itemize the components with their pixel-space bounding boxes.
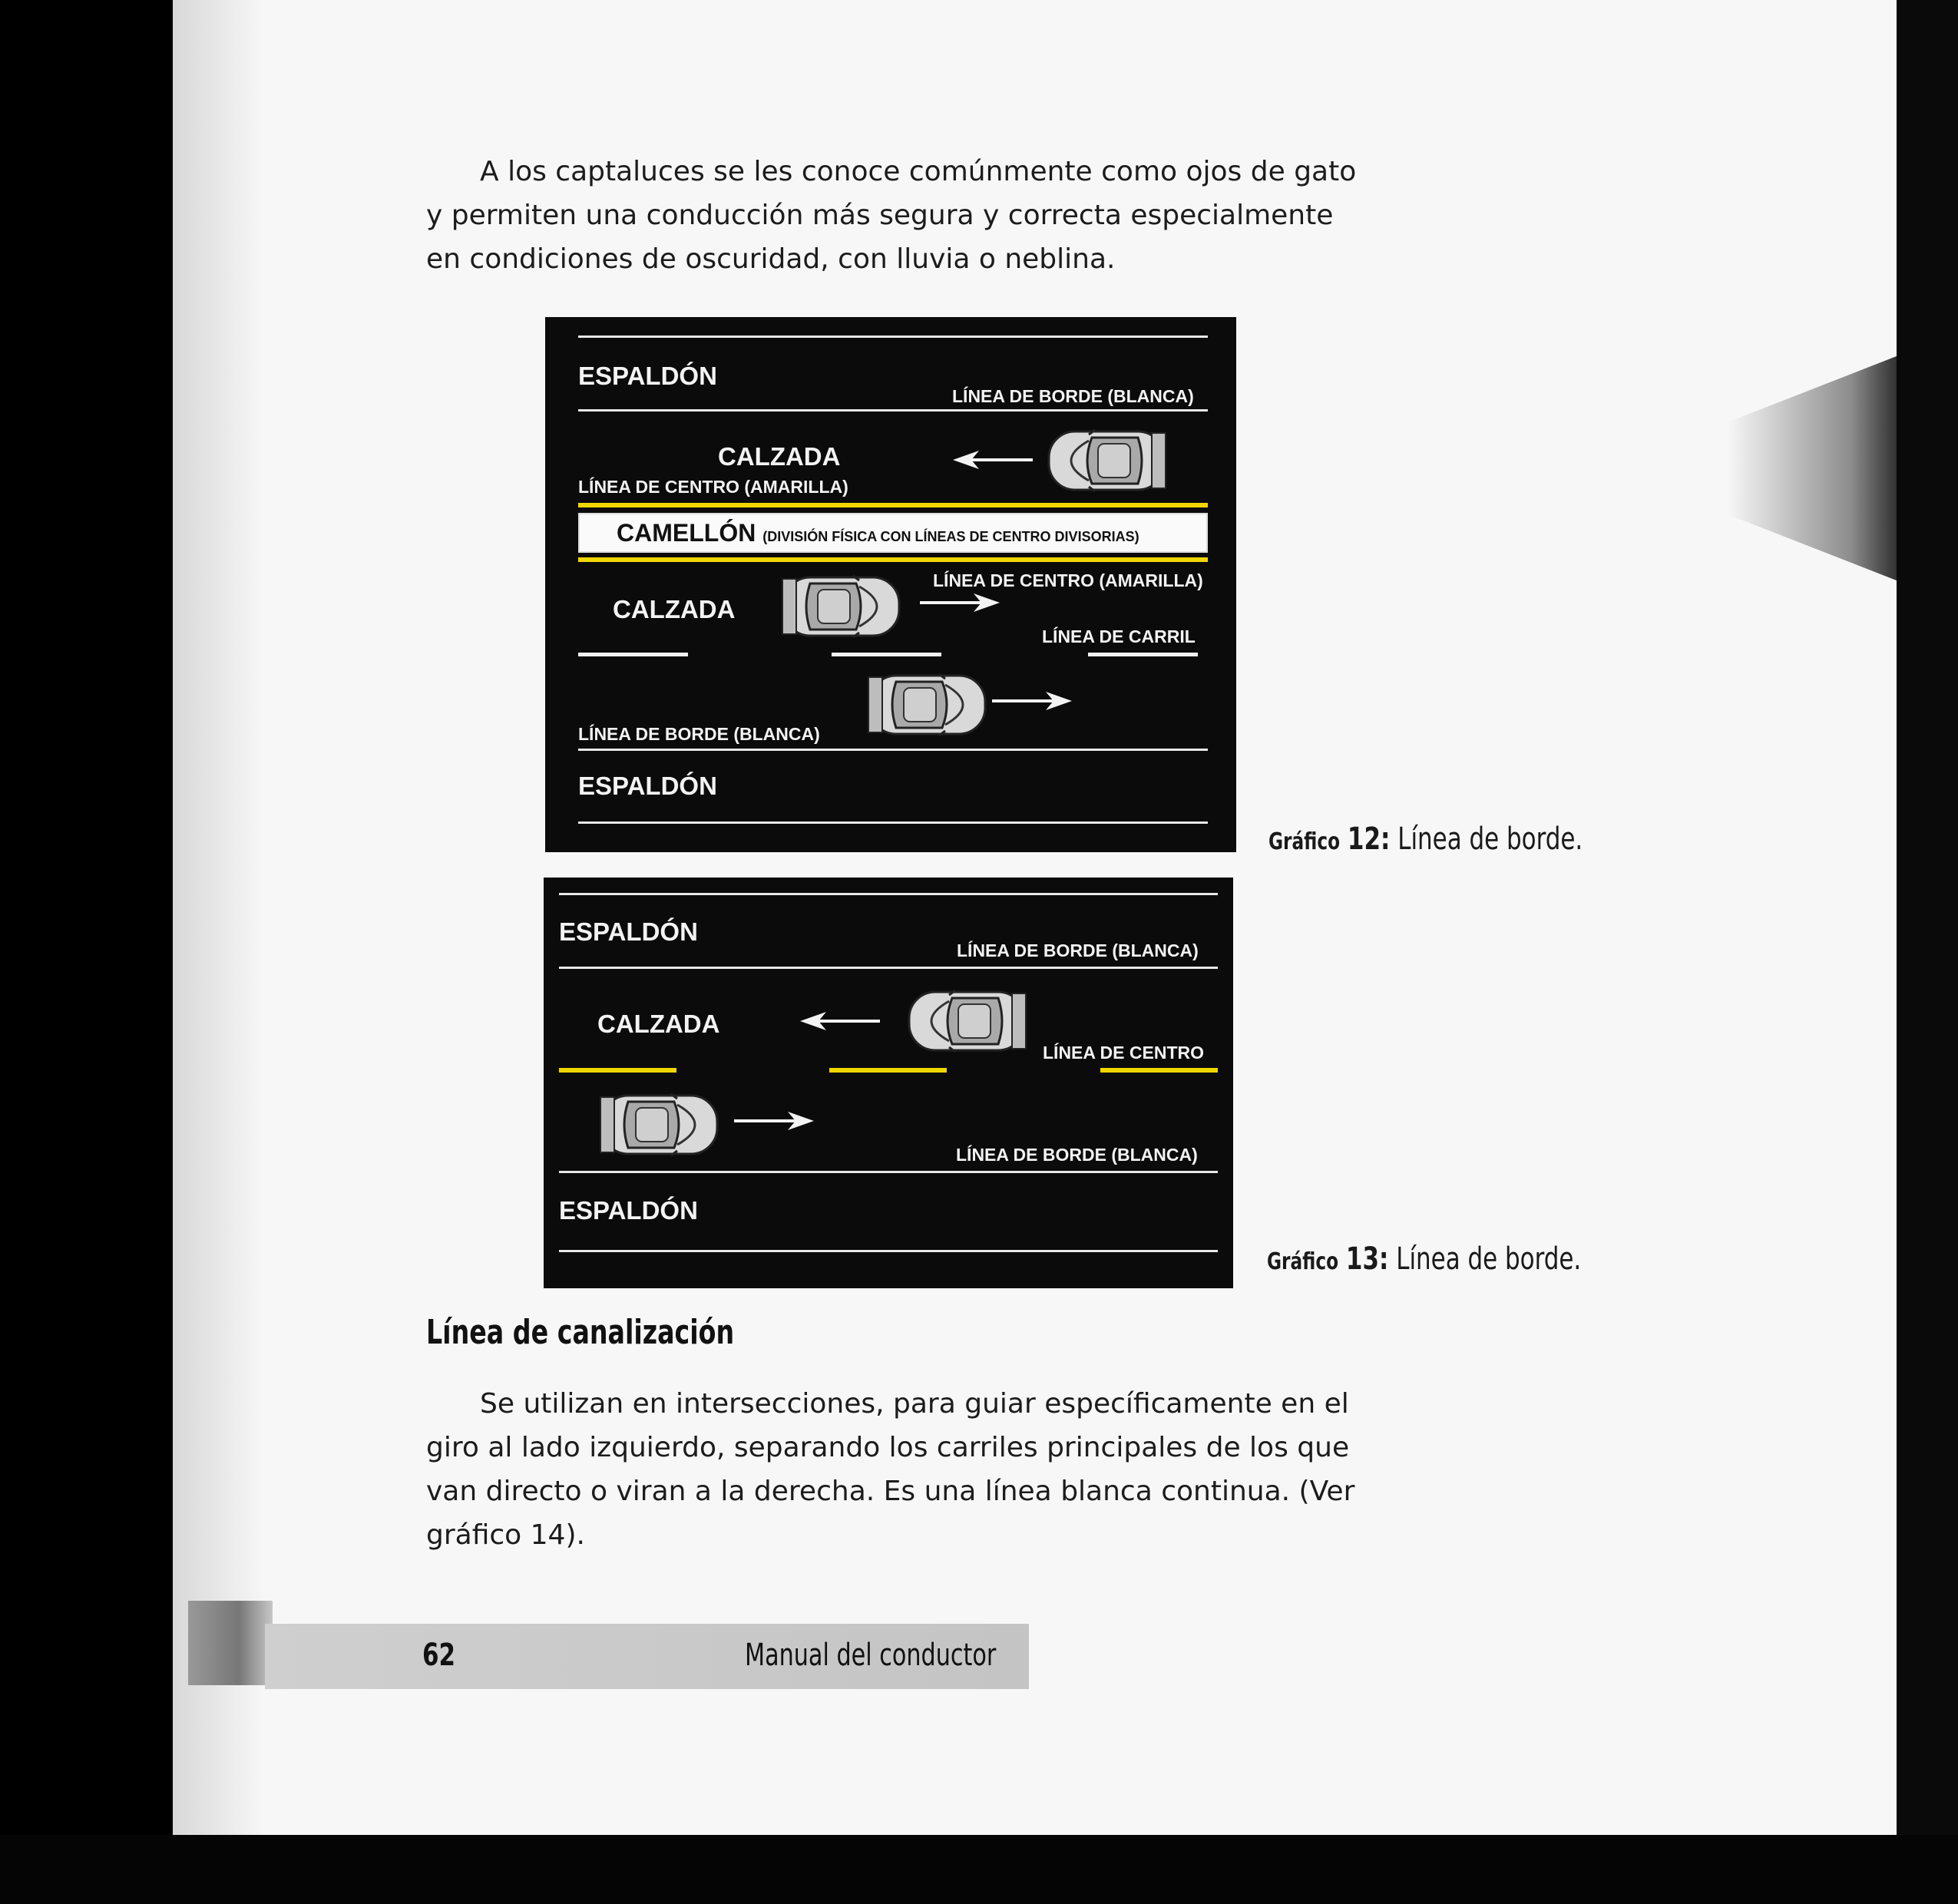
shoulder-label: ESPALDÓN [578, 772, 717, 800]
text-line: y permiten una conducción más segura y correcta especialmente [426, 200, 1334, 231]
center-line-label: LÍNEA DE CENTRO (AMARILLA) [578, 477, 848, 497]
scan-border-right [1897, 0, 1958, 1904]
edge-line [559, 1171, 1218, 1173]
edge-line-label: LÍNEA DE BORDE (BLANCA) [578, 724, 820, 744]
page-number: 62 [422, 1638, 456, 1673]
median-label: CAMELLÓN [617, 519, 756, 547]
arrow-right-icon [734, 1110, 817, 1133]
section-paragraph [426, 1382, 1407, 1557]
intro-paragraph [426, 150, 1407, 281]
text-line: gráfico 14). [426, 1519, 585, 1551]
roadway-label: CALZADA [718, 442, 841, 471]
text-line: Se utilizan en intersecciones, para guiar específicamente en el [480, 1388, 1349, 1420]
edge-line [578, 749, 1208, 751]
edge-line-label: LÍNEA DE BORDE (BLANCA) [956, 1145, 1198, 1165]
page-gutter-shadow [173, 0, 265, 1835]
center-line-dash [559, 1068, 676, 1073]
text-line: en condiciones de oscuridad, con lluvia o neblina. [426, 243, 1116, 275]
lane-line-label: LÍNEA DE CARRIL [1042, 626, 1196, 646]
figure-12-diagram [545, 317, 1236, 852]
arrow-left-icon [950, 449, 1033, 472]
median-box [578, 513, 1208, 553]
shoulder-label: ESPALDÓN [559, 1196, 698, 1225]
figure-12-caption [1268, 821, 1583, 857]
car-left-icon [1044, 428, 1169, 496]
footer-tab-marker [188, 1601, 273, 1685]
shoulder-label: ESPALDÓN [578, 362, 717, 390]
caption-number: 12: [1347, 821, 1391, 857]
center-line-label: LÍNEA DE CENTRO (AMARILLA) [933, 570, 1203, 590]
edge-line [559, 1250, 1218, 1252]
car-left-icon [905, 989, 1029, 1056]
center-line-yellow [578, 557, 1208, 562]
edge-line [559, 967, 1218, 969]
roadway-label: CALZADA [597, 1010, 720, 1038]
caption-prefix: Gráfico [1268, 828, 1341, 855]
caption-number: 13: [1345, 1241, 1389, 1277]
car-right-icon [779, 574, 904, 642]
figure-13-diagram [544, 878, 1233, 1288]
shoulder-label: ESPALDÓN [559, 917, 698, 946]
arrow-left-icon [797, 1010, 880, 1033]
arrow-right-icon [992, 690, 1075, 713]
text-line: A los captaluces se les conoce comúnmente como ojos de gato [480, 156, 1357, 187]
scan-border-bottom [0, 1835, 1958, 1904]
center-line-dash [829, 1068, 947, 1073]
edge-line [578, 409, 1208, 412]
median-description: (DIVISIÓN FÍSICA CON LÍNEAS DE CENTRO DIVISORIAS) [762, 529, 1139, 544]
caption-text: Línea de borde. [1397, 821, 1583, 857]
edge-line-label: LÍNEA DE BORDE (BLANCA) [957, 940, 1199, 960]
lane-line-dash [578, 653, 688, 656]
center-line-yellow [578, 503, 1208, 507]
lane-line-dash [1088, 653, 1198, 656]
center-line-dash [1100, 1068, 1218, 1073]
figure-13-caption [1267, 1241, 1581, 1277]
edge-line [559, 893, 1218, 895]
center-line-label: LÍNEA DE CENTRO [1043, 1043, 1204, 1063]
roadway-label: CALZADA [613, 595, 736, 623]
lane-line-dash [832, 653, 941, 656]
text-line: giro al lado izquierdo, separando los carriles principales de los que [426, 1432, 1350, 1463]
edge-line-label: LÍNEA DE BORDE (BLANCA) [952, 386, 1194, 406]
edge-line [578, 821, 1208, 824]
arrow-right-icon [920, 592, 1003, 615]
text-line: van directo o viran a la derecha. Es una línea blanca continua. (Ver [426, 1476, 1355, 1507]
edge-line [578, 336, 1208, 338]
car-right-icon [597, 1092, 722, 1160]
running-footer-title: Manual del conductor [745, 1638, 997, 1673]
section-heading: Línea de canalización [426, 1313, 735, 1352]
caption-prefix: Gráfico [1267, 1248, 1339, 1275]
car-right-icon [865, 673, 990, 740]
caption-text: Línea de borde. [1396, 1241, 1582, 1277]
